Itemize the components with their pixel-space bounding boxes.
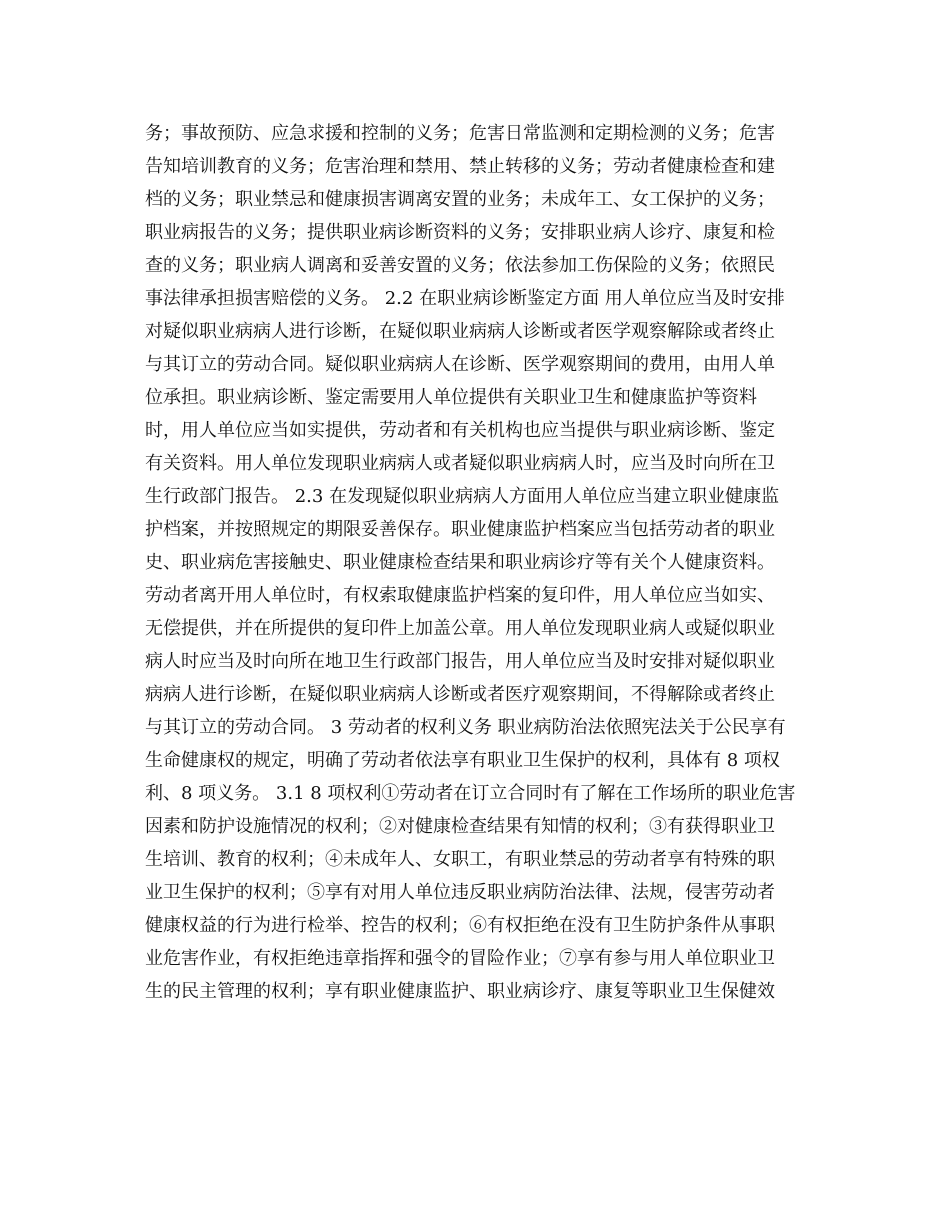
text-line: 与其订立的劳动合同。 3 劳动者的权利义务 职业病防治法依照宪法关于公民享有 <box>145 717 786 738</box>
text-line: 护档案，并按照规定的期限妥善保存。职业健康监护档案应当包括劳动者的职业 <box>145 519 775 540</box>
text-line: 业卫生保护的权利；⑤享有对用人单位违反职业病防治法律、法规，侵害劳动者 <box>145 882 775 903</box>
text-line: 无偿提供，并在所提供的复印件上加盖公章。用人单位发现职业病人或疑似职业 <box>145 618 775 639</box>
text-line: 病人时应当及时向所在地卫生行政部门报告，用人单位应当及时安排对疑似职业 <box>145 651 775 672</box>
text-line: 事法律承担损害赔偿的义务。 2.2 在职业病诊断鉴定方面 用人单位应当及时安排 <box>145 288 785 309</box>
text-line: 时，用人单位应当如实提供，劳动者和有关机构也应当提供与职业病诊断、鉴定 <box>145 420 775 441</box>
text-line: 与其订立的劳动合同。疑似职业病病人在诊断、医学观察期间的费用，由用人单 <box>145 354 775 375</box>
text-line: 生的民主管理的权利；享有职业健康监护、职业病诊疗、康复等职业卫生保健效 <box>145 981 775 1002</box>
text-line: 务；事故预防、应急求援和控制的义务；危害日常监测和定期检测的义务；危害 <box>145 123 775 144</box>
text-line: 病病人进行诊断，在疑似职业病病人诊断或者医疗观察期间，不得解除或者终止 <box>145 684 775 705</box>
text-line: 利、8 项义务。 3.1 8 项权利①劳动者在订立合同时有了解在工作场所的职业危害 <box>145 783 796 804</box>
text-line: 职业病报告的义务；提供职业病诊断资料的义务；安排职业病人诊疗、康复和检 <box>145 222 775 243</box>
text-line: 健康权益的行为进行检举、控告的权利；⑥有权拒绝在没有卫生防护条件从事职 <box>145 915 775 936</box>
text-line: 有关资料。用人单位发现职业病病人或者疑似职业病病人时，应当及时向所在卫 <box>145 453 775 474</box>
text-line: 因素和防护设施情况的权利；②对健康检查结果有知情的权利；③有获得职业卫 <box>145 816 775 837</box>
text-line: 生行政部门报告。 2.3 在发现疑似职业病病人方面用人单位应当建立职业健康监 <box>145 486 780 507</box>
text-line: 生命健康权的规定，明确了劳动者依法享有职业卫生保护的权利，具体有 8 项权 <box>145 750 780 771</box>
text-line: 位承担。职业病诊断、鉴定需要用人单位提供有关职业卫生和健康监护等资料 <box>145 387 757 408</box>
text-line: 对疑似职业病病人进行诊断，在疑似职业病病人诊断或者医学观察解除或者终止 <box>145 321 775 342</box>
text-line: 劳动者离开用人单位时，有权索取健康监护档案的复印件，用人单位应当如实、 <box>145 585 775 606</box>
text-line: 业危害作业，有权拒绝违章指挥和强令的冒险作业；⑦享有参与用人单位职业卫 <box>145 948 775 969</box>
body-text <box>145 117 825 1008</box>
text-line: 史、职业病危害接触史、职业健康检查结果和职业病诊疗等有关个人健康资料。 <box>145 552 775 573</box>
text-line: 档的义务；职业禁忌和健康损害调离安置的业务；未成年工、女工保护的义务； <box>145 189 775 210</box>
text-line: 告知培训教育的义务；危害治理和禁用、禁止转移的义务；劳动者健康检查和建 <box>145 156 775 177</box>
text-line: 生培训、教育的权利；④未成年人、女职工，有职业禁忌的劳动者享有特殊的职 <box>145 849 775 870</box>
text-line: 查的义务；职业病人调离和妥善安置的义务；依法参加工伤保险的义务；依照民 <box>145 255 775 276</box>
